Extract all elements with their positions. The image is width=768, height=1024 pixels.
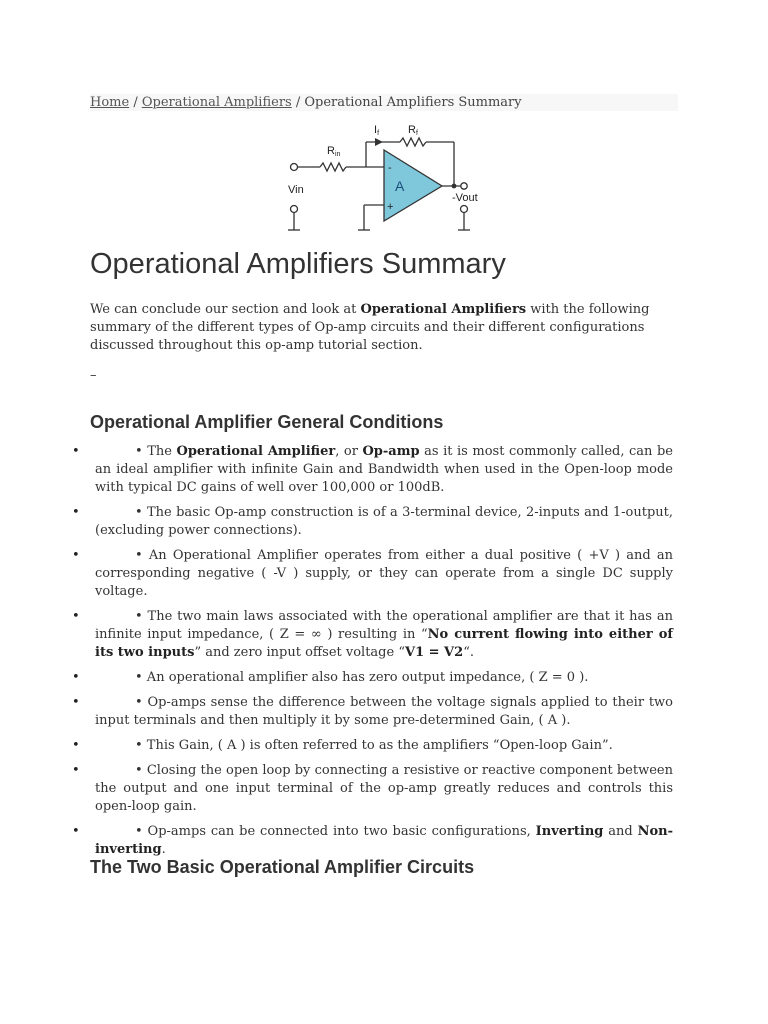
input-resistor [320, 163, 346, 171]
inverting-input-sign: - [388, 162, 392, 174]
item-text: as it is most commonly called, can be an ideal amplifier with infinite Gain and Bandwidth when used in the Open-loop mode with typical DC gains of well over 100,000 or 100dB. [95, 444, 673, 495]
inverting-opamp-diagram [282, 120, 488, 240]
inner-bullet: • [135, 695, 143, 710]
list-item [72, 608, 673, 662]
item-bold-text: Op-amp [362, 444, 420, 459]
section-heading-general-conditions: Operational Amplifier General Conditions [90, 412, 444, 432]
separator-dash: – [90, 368, 97, 383]
breadcrumb-separator: / [129, 95, 142, 110]
list-item [72, 504, 673, 540]
list-item [72, 737, 673, 755]
inner-bullet: • [135, 505, 143, 520]
item-text: . [161, 842, 166, 857]
bullet-icon: • [72, 695, 80, 710]
list-item [72, 547, 673, 601]
list-item [72, 762, 673, 816]
intro-bold-text: Operational Amplifiers [360, 302, 527, 317]
gain-label: A [395, 178, 405, 194]
intro-paragraph [90, 301, 675, 355]
breadcrumb [90, 94, 678, 111]
list-item [72, 694, 673, 730]
if-label: If [374, 124, 380, 137]
list-item [72, 823, 673, 859]
item-bold-text: Non-inverting [95, 824, 673, 857]
inner-bullet: • [135, 738, 143, 753]
vout-label: -Vout [452, 192, 478, 204]
rin-label: Rin [327, 145, 341, 158]
item-bold-text: V1 = V2 [404, 645, 464, 660]
item-text: An Operational Amplifier operates from either a dual positive ( +V ) and an corresponding negative ( -V ) supply, or they can operate from a single DC supply voltage. [95, 548, 673, 599]
inner-bullet: • [135, 609, 143, 624]
item-bold-text: Inverting [535, 824, 604, 839]
item-text: This Gain, ( A ) is often referred to as the amplifiers “Open-loop Gain”. [142, 738, 613, 753]
item-bold-text: Operational Amplifier [176, 444, 336, 459]
breadcrumb-section-link[interactable]: Operational Amplifiers [141, 95, 292, 110]
conditions-list [72, 443, 673, 866]
section-heading-basic-circuits: The Two Basic Operational Amplifier Circuits [90, 857, 475, 877]
inner-bullet: • [135, 763, 143, 778]
feedback-resistor [400, 138, 426, 146]
item-text: The two main laws associated with the operational amplifier are that it has an infinite input impedance, ( Z = ∞ ) resulting in “ [95, 609, 673, 642]
item-text: ” and zero input offset voltage “ [194, 645, 405, 660]
bullet-icon: • [72, 609, 80, 624]
inner-bullet: • [135, 548, 143, 563]
bullet-icon: • [72, 824, 80, 839]
item-text: The [142, 444, 177, 459]
item-bold-text: No current flowing into either of its two inputs [95, 627, 673, 660]
current-arrow-icon [375, 138, 383, 146]
inner-bullet: • [135, 444, 143, 459]
breadcrumb-current: Operational Amplifiers Summary [304, 95, 522, 110]
noninverting-input-sign: + [387, 201, 394, 213]
vin-terminal [291, 164, 298, 171]
item-text: , or [335, 444, 363, 459]
item-text: The basic Op-amp construction is of a 3-terminal device, 2-inputs and 1-output, (excluding power connections). [95, 505, 673, 538]
item-text: Closing the open loop by connecting a resistive or reactive component between the output and one input terminal of the op-amp greatly reduces and controls this open-loop gain. [95, 763, 673, 814]
item-text: and [603, 824, 638, 839]
item-text: An operational amplifier also has zero output impedance, ( Z = 0 ). [142, 670, 589, 685]
item-text: “. [463, 645, 474, 660]
bullet-icon: • [72, 548, 80, 563]
item-text: Op-amps sense the difference between the voltage signals applied to their two input terminals and then multiply it by some pre-determined Gain, ( A ). [95, 695, 673, 728]
bullet-icon: • [72, 444, 80, 459]
bullet-icon: • [72, 505, 80, 520]
page-title: Operational Amplifiers Summary [90, 248, 506, 280]
rf-label: Rf [408, 124, 418, 137]
bullet-icon: • [72, 738, 80, 753]
inner-bullet: • [135, 824, 143, 839]
item-text: Op-amps can be connected into two basic configurations, [142, 824, 536, 839]
list-item [72, 669, 673, 687]
vin-label: Vin [288, 184, 304, 196]
breadcrumb-separator: / [291, 95, 305, 110]
breadcrumb-home-link[interactable]: Home [90, 95, 130, 110]
inner-bullet: • [135, 670, 143, 685]
intro-text: We can conclude our section and look at [90, 302, 361, 317]
list-item [72, 443, 673, 497]
bullet-icon: • [72, 670, 80, 685]
intro-text: with the following summary of the different types of Op-amp circuits and their different configurations discussed throughout this op-amp tutorial section. [90, 302, 650, 353]
bullet-icon: • [72, 763, 80, 778]
